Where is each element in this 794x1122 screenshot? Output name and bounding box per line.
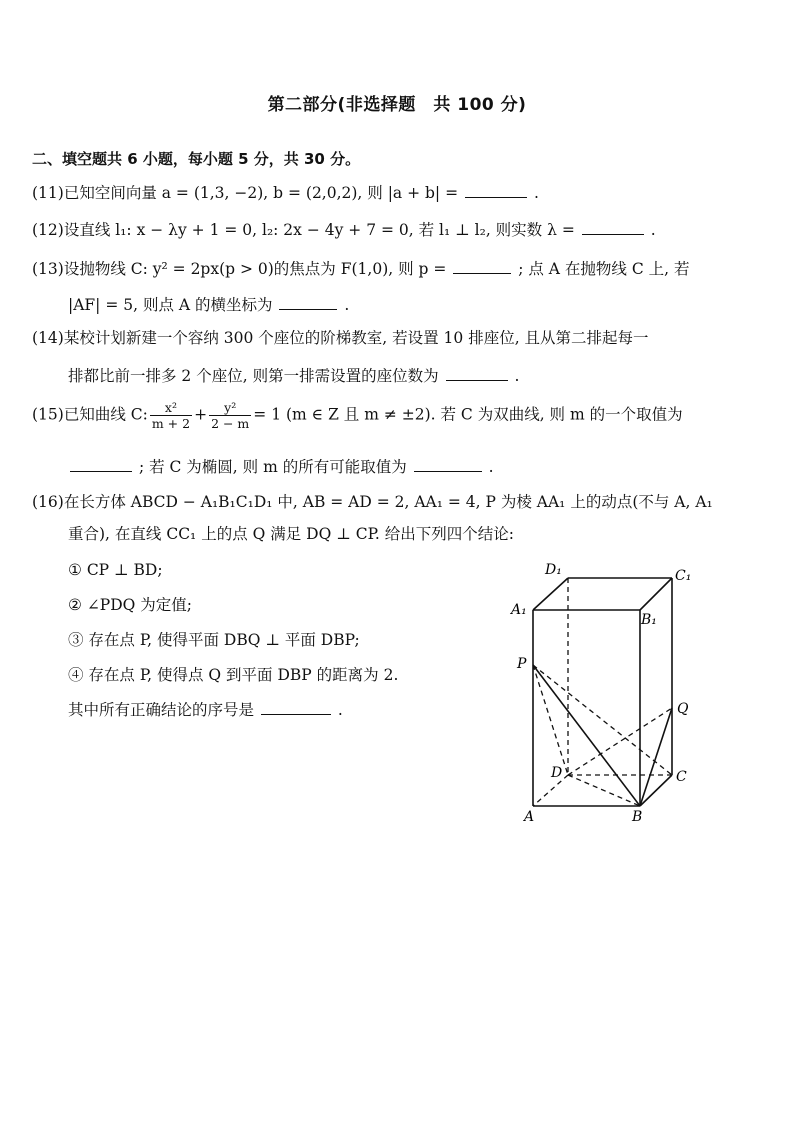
label-P: P <box>517 656 527 672</box>
label-D1: D₁ <box>545 562 562 578</box>
label-C: C <box>676 769 687 785</box>
q16-end: . <box>337 701 343 719</box>
q13-end: . <box>344 296 350 314</box>
question-16-final <box>68 698 343 720</box>
question-11 <box>32 181 539 203</box>
question-14-line-2 <box>68 364 519 386</box>
q14-text: 排都比前一排多 2 个座位, 则第一排需设置的座位数为 <box>68 367 439 385</box>
label-C1: C₁ <box>675 568 692 584</box>
question-15-line-1 <box>32 400 683 431</box>
fraction-y: $\frac{\text{y²}}{2 - m}$ <box>211 400 250 431</box>
q16-final-text: 其中所有正确结论的序号是 <box>68 701 255 719</box>
conclusion-1: ① CP ⊥ BD; <box>68 561 163 579</box>
page-title: 第二部分(非选择题 共 100 分) <box>267 95 527 115</box>
q11-answer-blank[interactable] <box>465 181 527 198</box>
question-13-line-2 <box>68 293 349 315</box>
q14-answer-blank[interactable] <box>446 364 508 381</box>
q15-prefix: (15)已知曲线 C: <box>32 405 148 424</box>
label-Q: Q <box>677 701 689 717</box>
q12-answer-blank[interactable] <box>582 218 644 235</box>
q15-answer-blank-2[interactable] <box>414 455 482 472</box>
plus-sign: + <box>194 405 208 424</box>
label-A1: A₁ <box>511 602 527 618</box>
q13-text-b: ; 点 A 在抛物线 C 上, 若 <box>518 260 690 278</box>
question-14-line-1: (14)某校计划新建一个容纳 300 个座位的阶梯教室, 若设置 10 排座位, 且从第二排起每一 <box>32 329 649 347</box>
fraction-x: $\frac{\text{x²}}{m + 2}$ <box>151 400 191 431</box>
question-13-line-1 <box>32 257 690 279</box>
question-16-line-2: 重合), 在直线 CC₁ 上的点 Q 满足 DQ ⊥ CP. 给出下列四个结论: <box>68 525 514 543</box>
q14-end: . <box>514 367 520 385</box>
q15-end: . <box>488 458 494 476</box>
label-B: B <box>632 809 643 825</box>
segment-d-q-hidden <box>568 708 672 775</box>
cuboid-figure <box>500 555 720 835</box>
q12-text: (12)设直线 l₁: x − λy + 1 = 0, l₂: 2x − 4y + 7 = 0, 若 l₁ ⊥ l₂, 则实数 λ = <box>32 221 575 239</box>
q15-answer-blank-1[interactable] <box>70 455 132 472</box>
q13-answer-blank-2[interactable] <box>279 293 337 310</box>
segment-p-c-hidden <box>533 665 672 775</box>
question-15-line-2 <box>68 455 494 477</box>
segment-p-d-hidden <box>533 665 568 775</box>
q11-text: (11)已知空间向量 a = (1,3, −2), b = (2,0,2), 则 |a + b| = <box>32 184 459 202</box>
q15-suffix: = 1 (m ∈ Z 且 m ≠ ±2). 若 C 为双曲线, 则 m 的一个取值为 <box>253 405 683 424</box>
edge-a1-d1 <box>533 578 568 610</box>
label-A: A <box>524 809 535 825</box>
question-16-line-1: (16)在长方体 ABCD − A₁B₁C₁D₁ 中, AB = AD = 2, AA₁ = 4, P 为棱 AA₁ 上的动点(不与 A, A₁ <box>32 493 713 511</box>
q11-end: . <box>533 184 539 202</box>
conclusion-2: ② ∠PDQ 为定值; <box>68 596 193 614</box>
conclusion-3: ③ 存在点 P, 使得平面 DBQ ⊥ 平面 DBP; <box>68 631 360 649</box>
section-heading: 二、填空题共 6 小题，每小题 5 分，共 30 分。 <box>32 150 361 168</box>
q15-text: ; 若 C 为椭圆, 则 m 的所有可能取值为 <box>138 458 407 476</box>
q16-answer-blank[interactable] <box>261 698 331 715</box>
q13-answer-blank-1[interactable] <box>453 257 511 274</box>
q12-end: . <box>650 221 656 239</box>
segment-p-b <box>533 665 640 806</box>
label-B1: B₁ <box>641 612 657 628</box>
conclusion-4: ④ 存在点 P, 使得点 Q 到平面 DBP 的距离为 2. <box>68 666 399 684</box>
label-D: D <box>551 765 563 781</box>
q13-text-a: (13)设抛物线 C: y² = 2px(p > 0)的焦点为 F(1,0), 则 p = <box>32 260 447 278</box>
q13-text-c: |AF| = 5, 则点 A 的横坐标为 <box>68 296 273 314</box>
edge-c1-b1 <box>640 578 672 610</box>
question-12 <box>32 218 656 240</box>
